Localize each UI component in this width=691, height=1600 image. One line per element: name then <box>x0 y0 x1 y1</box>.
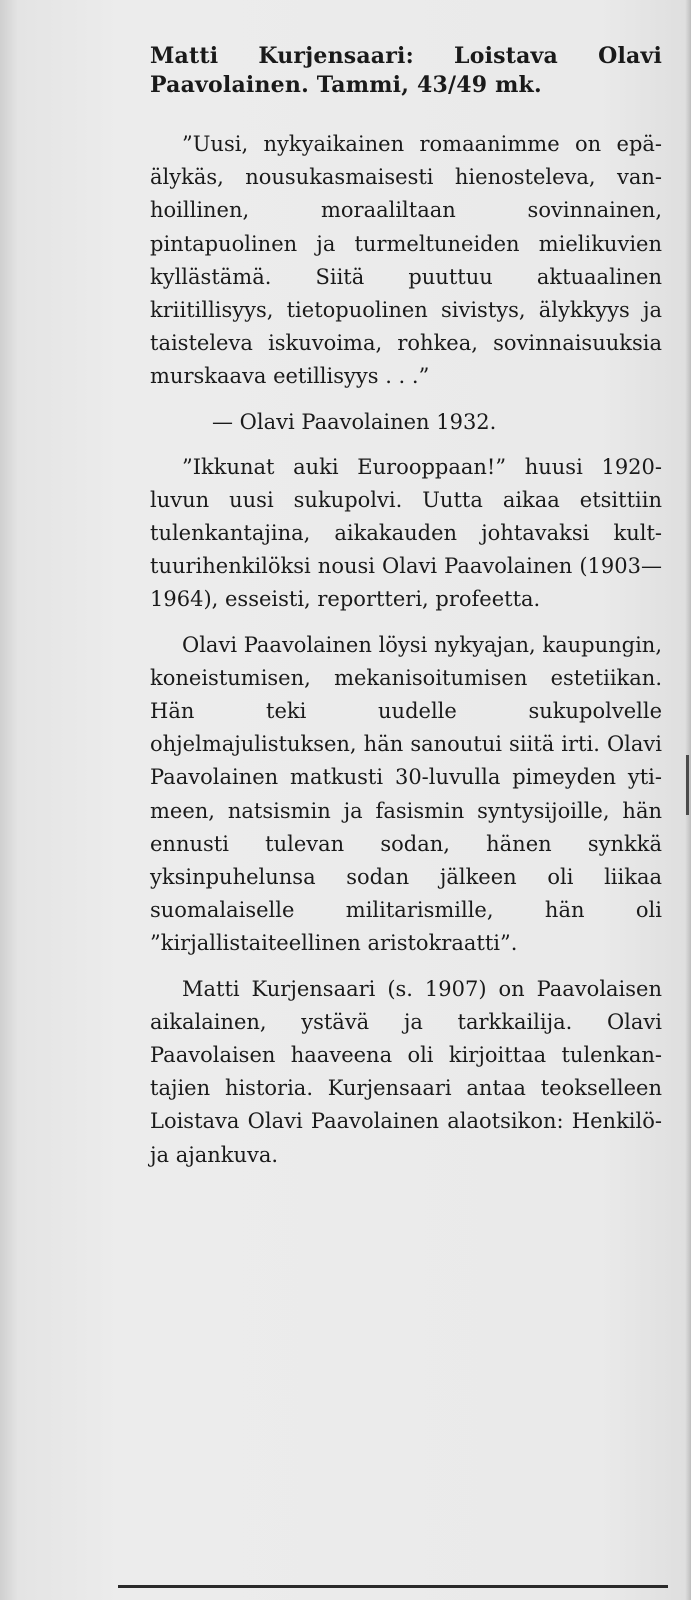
quote-paragraph: ”Uusi, nykyaikainen romaanimme on epä-älykäs, nousukasmaisesti hienosteleva, vanhoillinen, moraaliltaan sovinnainen, pintapuolinen ja turmeltuneiden mielikuvien kyllästämä. Siitä puuttuu aktuaalinen kriitillisyys, tietopuolinen sivistys, älykkyys ja taisteleva iskuvoima, rohkea, sovinnaisuuksia murskaava eetillisyys . . .” <box>150 132 662 389</box>
quote-attribution: — Olavi Paavolainen 1932. <box>212 409 497 434</box>
body-paragraph-2: Olavi Paavolainen löysi nykyajan, kaupungin, koneistumisen, mekanisoitumisen estetiikan. Hän teki uudelle sukupolvelle ohjelmajulistuksen, hän sanoutui siitä irti. Olavi Paavolainen matkusti 30-luvulla pimeyden ytimeen, natsismin ja fasismin syntysijoille, hän ennusti tulevan sodan, hänen synkkä yksinpuhelunsa sodan jälkeen oli liikaa suomalaiselle militarismille, hän oli ”kirjallistaiteellinen aristokraatti”. <box>150 632 662 956</box>
review-clipping <box>150 30 662 1184</box>
review-heading: Matti Kurjensaari: Loistava Olavi Paavolainen. Tammi, 43/49 mk. <box>150 43 662 98</box>
body-paragraph-3: Matti Kurjensaari (s. 1907) on Paavolaisen aikalainen, ystävä ja tarkkailija. Olavi Paavolaisen haaveena oli kirjoittaa tulenkantajien historia. Kurjensaari antaa teokselleen Loistava Olavi Paavolainen alaotsikon: Henkilöja ajankuva. <box>150 976 662 1167</box>
margin-mark <box>686 755 689 815</box>
body-paragraph-1: ”Ikkunat auki Eurooppaan!” huusi 1920-luvun uusi sukupolvi. Uutta aikaa etsittiin tulenkantajina, aikakauden johtavaksi kulttuurihenkilöksi nousi Olavi Paavolainen (1903—1964), esseisti, reportteri, profeetta. <box>150 454 662 612</box>
bottom-rule <box>118 1585 668 1588</box>
